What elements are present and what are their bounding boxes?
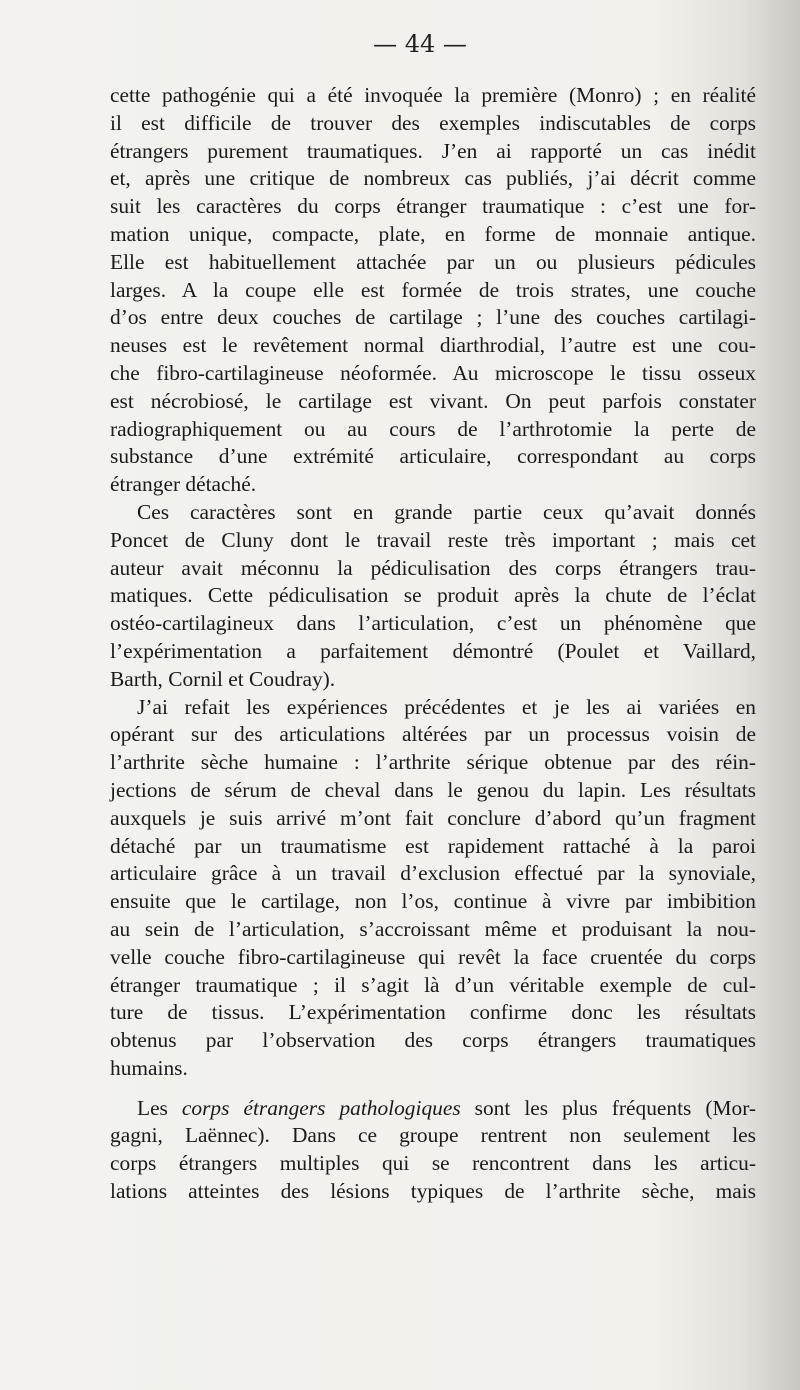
paragraph-line: corps étrangers multiples qui se rencontrent dans les articu- — [110, 1151, 756, 1176]
paragraph-line: au sein de l’articulation, s’accroissant même et produisant la nou- — [110, 916, 756, 941]
paragraph-line: l’arthrite sèche humaine : l’arthrite sérique obtenue par des réin- — [110, 750, 756, 775]
paragraph-line: auxquels je suis arrivé m’ont fait conclure d’abord qu’un fragment — [110, 805, 756, 830]
paragraph-line: ensuite que le cartilage, non l’os, continue à vivre par imbibition — [110, 889, 756, 914]
paragraph-line: ostéo-cartilagineux dans l’articulation, c’est un phénomène que — [110, 611, 756, 636]
paragraph-line: articulaire grâce à un travail d’exclusion effectué par la synoviale, — [110, 861, 756, 886]
paragraph-line — [110, 1095, 756, 1123]
paragraph-line: larges. A la coupe elle est formée de trois strates, une couche — [110, 277, 756, 302]
paragraph-line: détaché par un traumatisme est rapidement rattaché à la paroi — [110, 833, 756, 858]
italic-term: corps étrangers pathologiques — [181, 1095, 461, 1120]
paragraph-line: Barth, Cornil et Coudray). — [110, 666, 336, 691]
paragraph-line: l’expérimentation a parfaitement démontré (Poulet et Vaillard, — [110, 638, 756, 663]
paragraph-line: J’ai refait les expériences précédentes et je les ai variées en — [137, 694, 756, 719]
paragraph-line: est nécrobiosé, le cartilage est vivant. On peut parfois constater — [110, 388, 756, 413]
paragraph-line: Elle est habituellement attachée par un ou plusieurs pédicules — [110, 249, 756, 274]
paragraph-line: cette pathogénie qui a été invoquée la première (Monro) ; en réalité — [110, 83, 756, 107]
paragraph-line: étrangers purement traumatiques. J’en ai rapporté un cas inédit — [110, 138, 756, 163]
paragraph-line: il est difficile de trouver des exemples indiscutables de corps — [110, 110, 756, 135]
paragraph-line: radiographiquement ou au cours de l’arthrotomie la perte de — [110, 416, 756, 441]
paragraph-line: neuses est le revêtement normal diarthrodial, l’autre est une cou- — [110, 333, 756, 358]
paragraph-line: et, après une critique de nombreux cas publiés, j’ai décrit comme — [110, 166, 756, 191]
body-text — [110, 82, 756, 1206]
paragraph-line: Poncet de Cluny dont le travail reste très important ; mais cet — [110, 527, 756, 552]
paragraph-line: che fibro-cartilagineuse néoformée. Au microscope le tissu osseux — [110, 360, 756, 385]
paragraph-line: matiques. Cette pédiculisation se produit après la chute de l’éclat — [110, 583, 756, 608]
paragraph-line: mation unique, compacte, plate, en forme de monnaie antique. — [110, 221, 756, 246]
paragraph-line: d’os entre deux couches de cartilage ; l’une des couches cartilagi- — [110, 305, 756, 330]
page-number: — 44 — — [373, 30, 467, 58]
paragraph-line: suit les caractères du corps étranger traumatique : c’est une for- — [110, 194, 756, 219]
paragraph-line: obtenus par l’observation des corps étrangers traumatiques — [110, 1028, 756, 1053]
paragraph-line: auteur avait méconnu la pédiculisation des corps étrangers trau- — [110, 555, 756, 580]
paragraph-line: ture de tissus. L’expérimentation confirme donc les résultats — [110, 1000, 756, 1025]
line-text: Les — [137, 1095, 182, 1120]
paragraph-line: jections de sérum de cheval dans le genou du lapin. Les résultats — [110, 777, 756, 802]
paragraph-line: étranger détaché. — [110, 472, 257, 497]
paragraph-line: gagni, Laënnec). Dans ce groupe rentrent non seulement les — [110, 1123, 756, 1148]
paragraph-line: étranger traumatique ; il s’agit là d’un véritable exemple de cul- — [110, 972, 756, 997]
paragraph-line: lations atteintes des lésions typiques de l’arthrite sèche, mais — [110, 1179, 756, 1204]
paragraph-line: Ces caractères sont en grande partie ceux qu’avait donnés — [137, 499, 756, 524]
paragraph-line: substance d’une extrémité articulaire, correspondant au corps — [110, 444, 756, 469]
paragraph-line: humains. — [110, 1055, 188, 1080]
line-text: sont les plus fréquents (Mor- — [460, 1095, 757, 1120]
paragraph-line: opérant sur des articulations altérées par un processus voisin de — [110, 722, 756, 747]
paragraph-line: velle couche fibro-cartilagineuse qui revêt la face cruentée du corps — [110, 944, 756, 969]
